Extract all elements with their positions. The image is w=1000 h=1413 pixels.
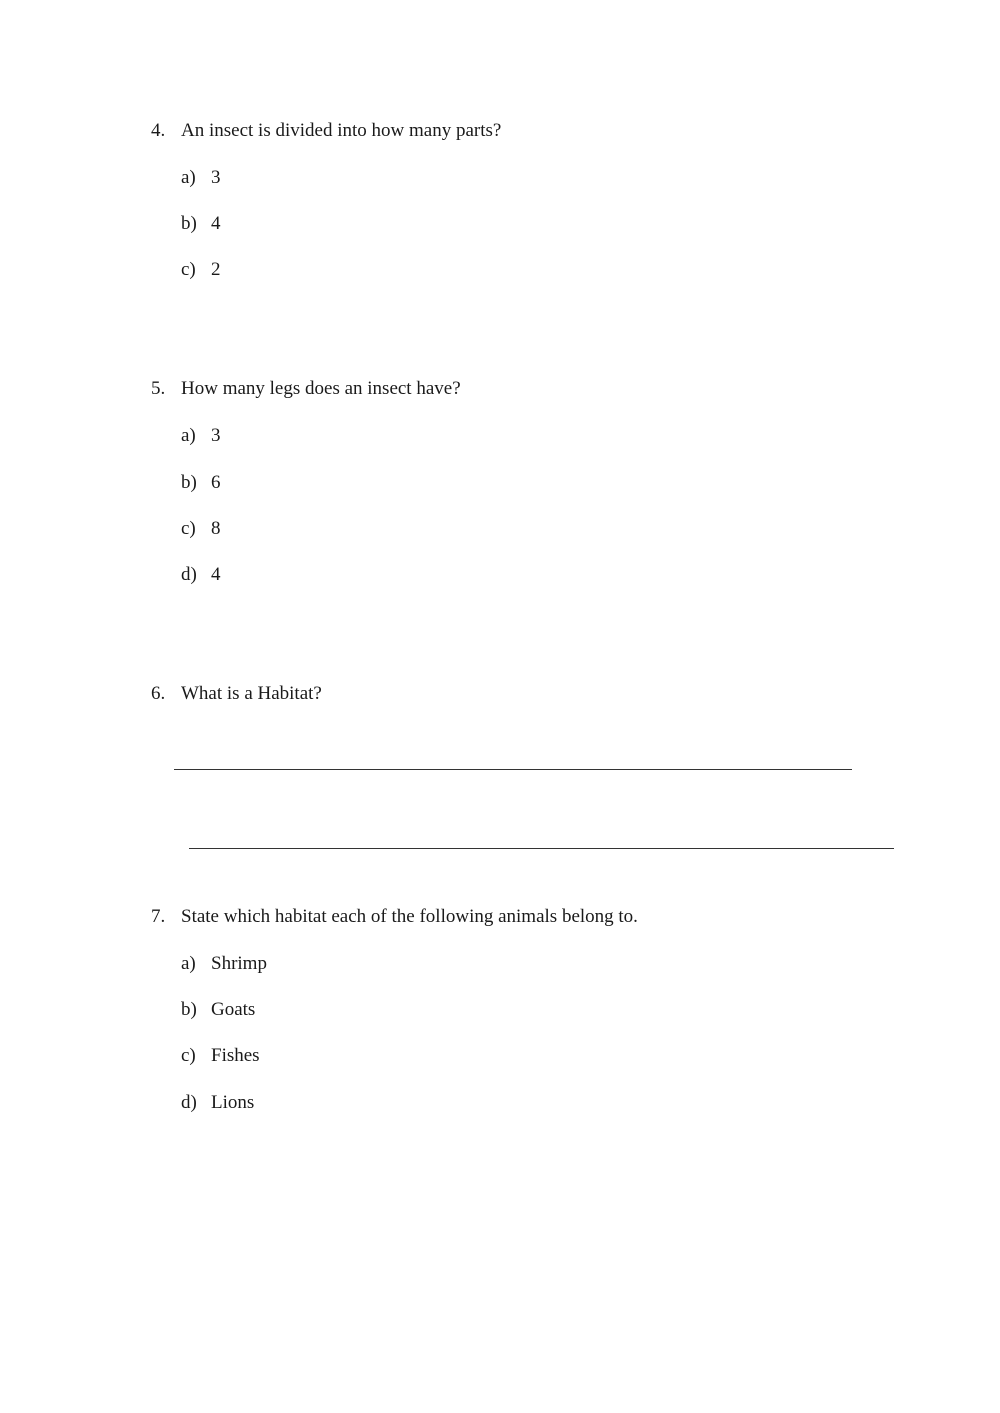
question-text: State which habitat each of the following animals belong to. bbox=[181, 906, 638, 927]
question-text: An insect is divided into how many parts? bbox=[181, 120, 502, 141]
option-text: 4 bbox=[211, 564, 221, 585]
option-letter: a) bbox=[181, 425, 196, 446]
question-number: 5. bbox=[151, 378, 166, 399]
option-letter: d) bbox=[181, 1092, 197, 1113]
question-number: 7. bbox=[151, 906, 166, 927]
question-text: What is a Habitat? bbox=[181, 683, 322, 704]
answer-line-1[interactable] bbox=[174, 769, 852, 770]
option-text: Lions bbox=[211, 1092, 255, 1113]
option-text: Fishes bbox=[211, 1045, 260, 1066]
option-letter: c) bbox=[181, 259, 196, 280]
option-letter: d) bbox=[181, 564, 197, 585]
option-letter: c) bbox=[181, 1045, 196, 1066]
option-text: Goats bbox=[211, 999, 256, 1020]
option-letter: b) bbox=[181, 472, 197, 493]
option-text: 3 bbox=[211, 425, 221, 446]
option-text: 4 bbox=[211, 213, 221, 234]
option-letter: a) bbox=[181, 167, 196, 188]
option-text: Shrimp bbox=[211, 953, 267, 974]
answer-line-2[interactable] bbox=[189, 848, 894, 849]
option-letter: b) bbox=[181, 999, 197, 1020]
option-text: 3 bbox=[211, 167, 221, 188]
question-number: 4. bbox=[151, 120, 166, 141]
option-text: 6 bbox=[211, 472, 221, 493]
question-number: 6. bbox=[151, 683, 166, 704]
option-text: 8 bbox=[211, 518, 221, 539]
option-text: 2 bbox=[211, 259, 221, 280]
option-letter: b) bbox=[181, 213, 197, 234]
option-letter: a) bbox=[181, 953, 196, 974]
option-letter: c) bbox=[181, 518, 196, 539]
question-text: How many legs does an insect have? bbox=[181, 378, 461, 399]
